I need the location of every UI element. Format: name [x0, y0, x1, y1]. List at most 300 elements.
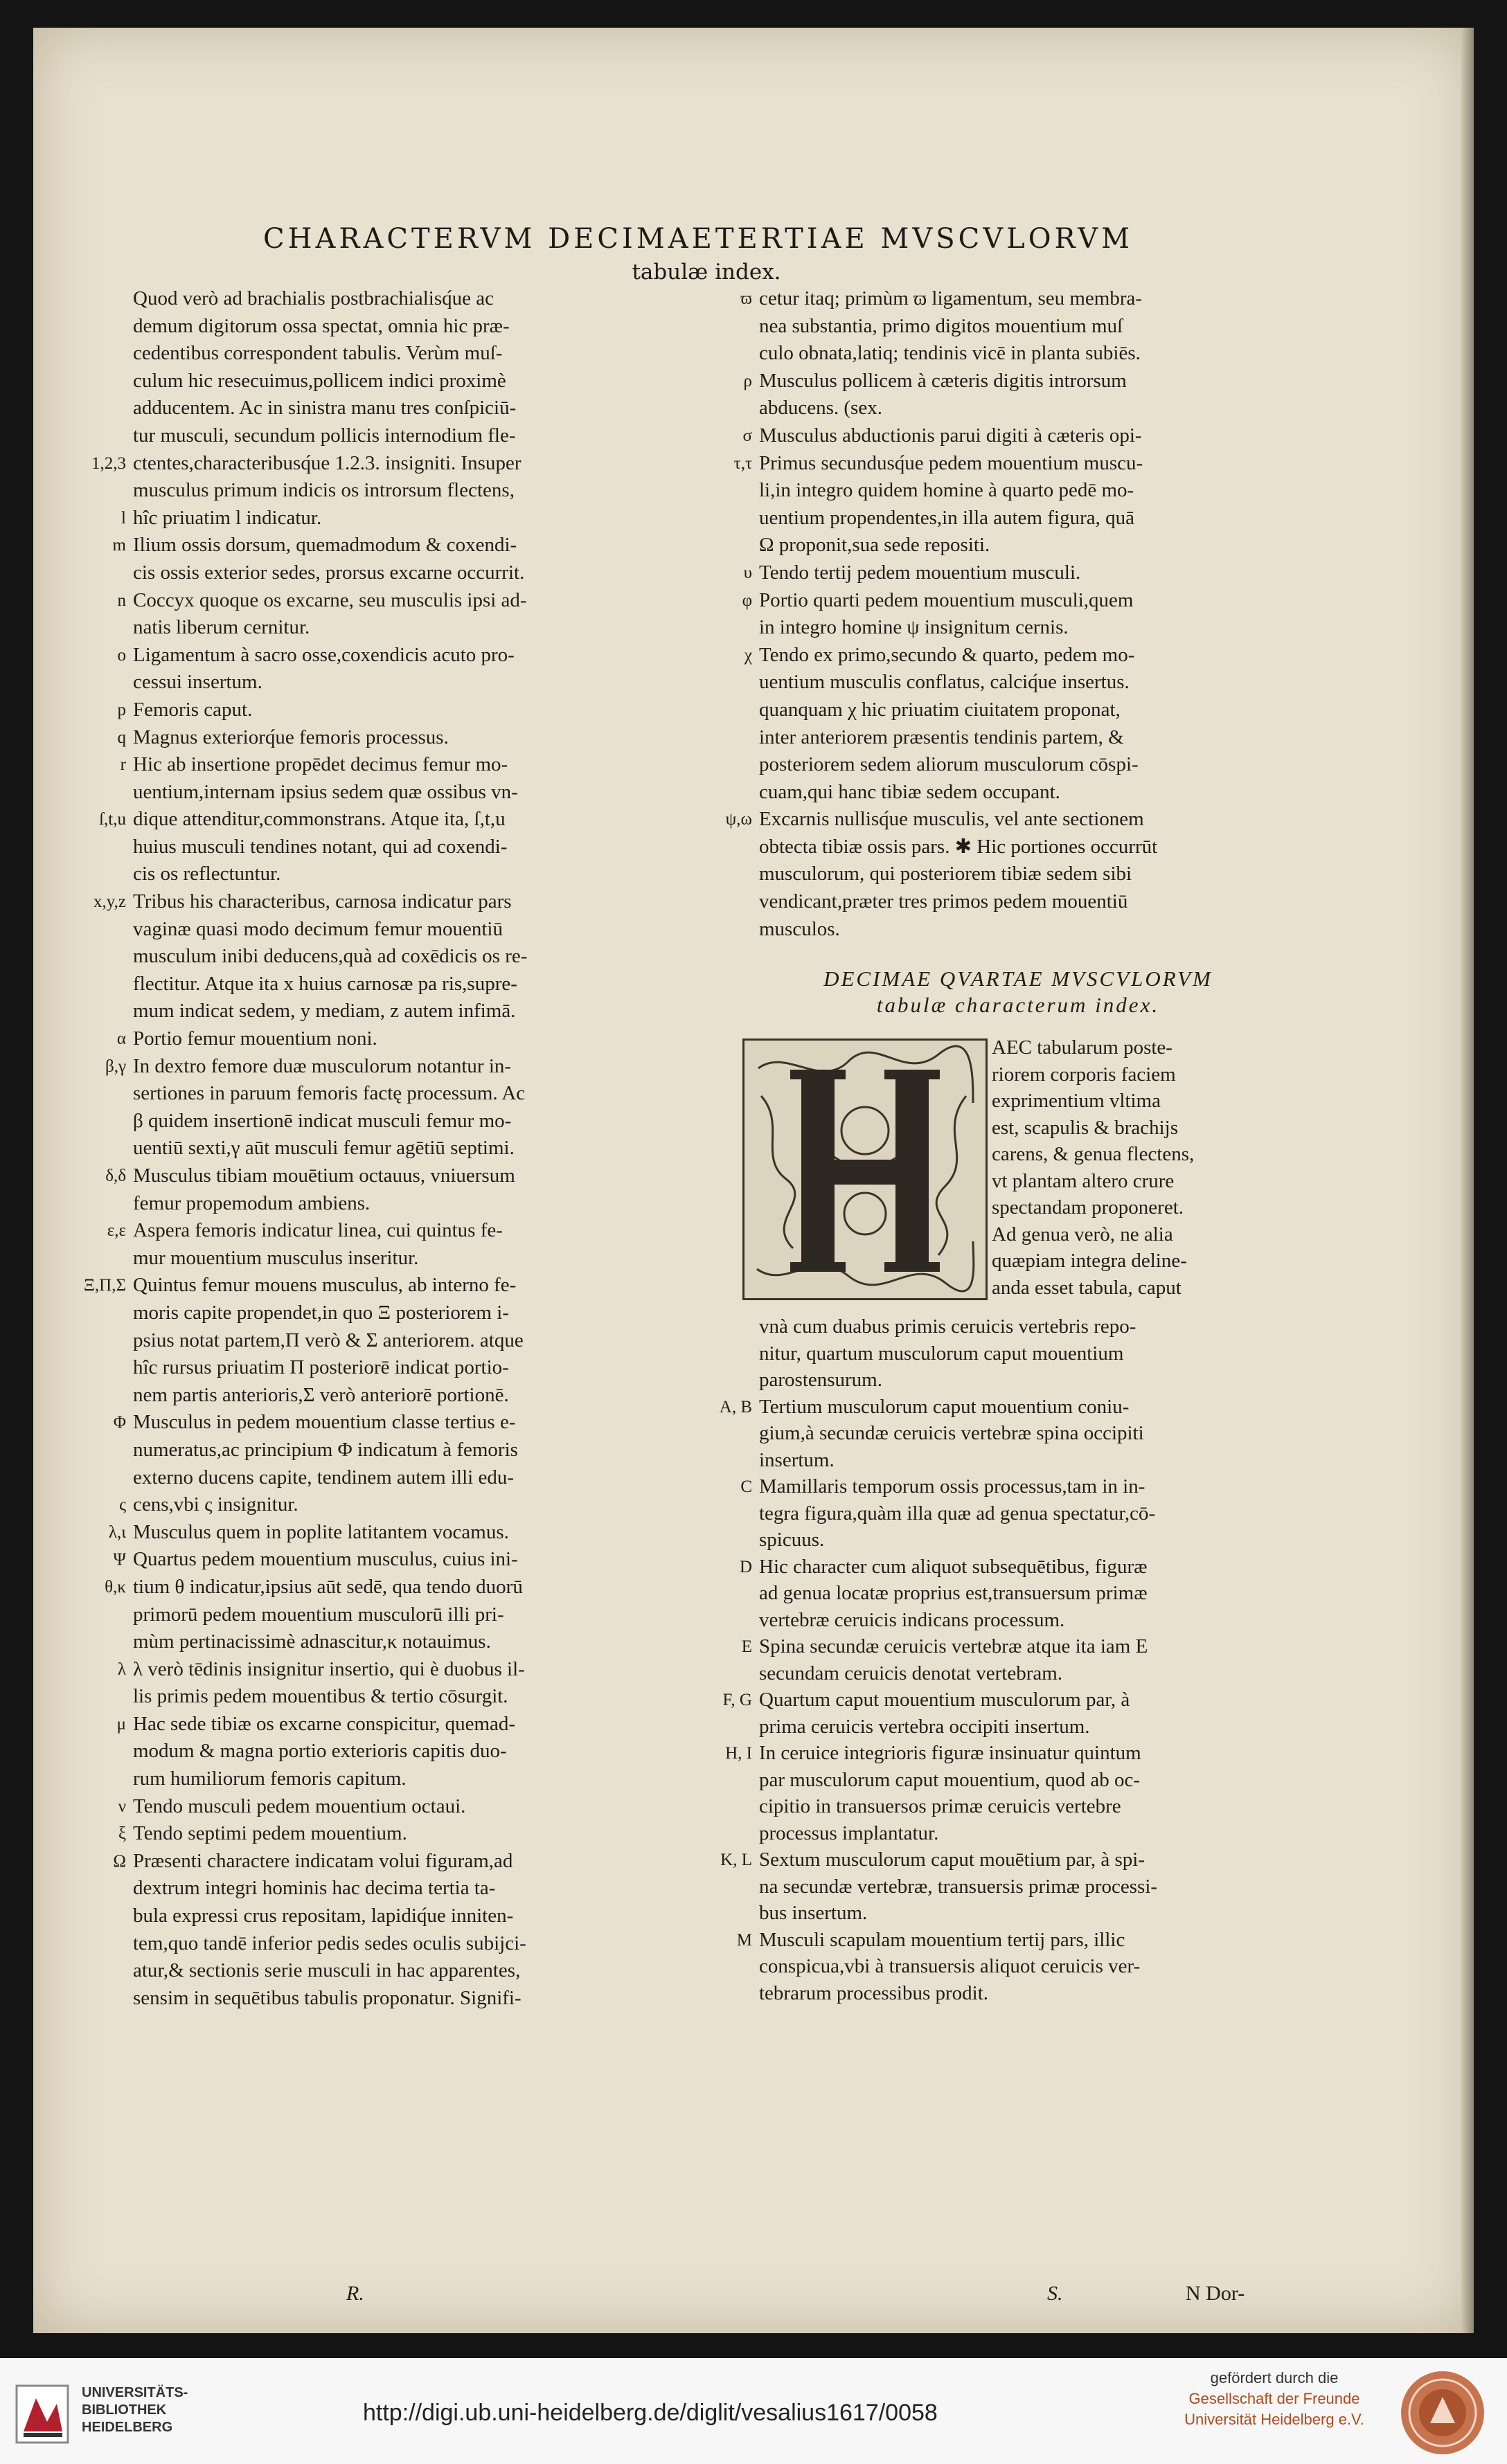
line-marker: β,γ	[105, 1056, 126, 1076]
text-line	[75, 724, 684, 752]
line-marker: ρ	[743, 371, 752, 390]
line-text: musculos.	[759, 917, 840, 940]
text-line	[697, 1580, 1292, 1607]
text-line	[75, 916, 684, 944]
permalink-url[interactable]: http://digi.ub.uni-heidelberg.de/diglit/vesalius1617/0058	[363, 2400, 938, 2426]
line-marker: q	[117, 728, 126, 747]
text-line	[75, 1903, 684, 1930]
line-text: Tendo tertij pedem mouentium musculi.	[759, 561, 1081, 584]
intro-line: AEC tabularum poste-	[992, 1036, 1172, 1059]
text-line	[697, 1793, 1292, 1820]
line-text: insertum.	[759, 1448, 835, 1471]
line-text: vaginæ quasi modo decimum femur mouentiū	[133, 917, 503, 940]
line-text: Hic ab insertione propēdet decimus femur mo-	[133, 753, 508, 776]
line-marker	[697, 779, 759, 807]
line-marker	[697, 477, 759, 505]
text-line	[697, 1767, 1292, 1794]
text-line	[75, 943, 684, 971]
line-marker	[697, 1953, 759, 1980]
line-text: Sextum musculorum caput mouētium par, à spi-	[759, 1849, 1145, 1871]
line-marker	[697, 395, 759, 422]
line-text: Femoris caput.	[133, 698, 253, 721]
university-library-logo-icon	[15, 2383, 69, 2445]
text-line	[75, 1190, 684, 1218]
line-text: uentium propendentes,in illa autem figura, quā	[759, 506, 1134, 529]
line-marker	[697, 1660, 759, 1687]
decorated-initial-image	[744, 1041, 986, 1298]
line-text: cuam,qui hanc tibiæ sedem occupant.	[759, 780, 1060, 803]
text-line	[697, 1447, 1292, 1474]
line-text: cis ossis exterior sedes, prorsus excarne occurrit.	[133, 561, 525, 584]
text-line	[697, 916, 1292, 944]
line-marker: τ,τ	[733, 453, 752, 473]
line-marker: υ	[743, 563, 752, 582]
text-line	[75, 1162, 684, 1190]
line-marker	[75, 313, 133, 341]
line-text: Tendo septimi pedem mouentium.	[133, 1822, 407, 1845]
text-line	[75, 971, 684, 998]
line-marker: ψ,ω	[725, 810, 752, 829]
line-text: tegra figura,quàm illa quæ ad genua spectatur,cō-	[759, 1502, 1156, 1525]
text-line	[697, 285, 1292, 313]
line-text: Musculus quem in poplite latitantem vocamus.	[133, 1520, 509, 1543]
line-marker	[75, 1930, 133, 1958]
line-text: numeratus,ac principium Φ indicatum à femoris	[133, 1438, 518, 1461]
text-line	[697, 642, 1292, 669]
line-text: sensim in sequētibus tabulis proponatur. Signifi-	[133, 1986, 521, 2009]
line-marker	[697, 1607, 759, 1634]
line-text: musculus primum indicis os introrsum flectens,	[133, 479, 515, 502]
text-line	[75, 834, 684, 861]
line-text: culo obnata,latiq; tendinis vicē in planta subiēs.	[759, 342, 1141, 365]
line-marker	[75, 971, 133, 998]
text-line	[75, 888, 684, 916]
text-line	[75, 1245, 684, 1273]
line-text: Musculi scapulam mouentium tertij pars, illic	[759, 1928, 1125, 1951]
text-line	[75, 1108, 684, 1135]
intro-line: carens, & genua flectens,	[992, 1143, 1195, 1165]
text-line	[75, 1300, 684, 1327]
text-line	[75, 422, 684, 450]
line-text: hîc priuatim l indicatur.	[133, 506, 322, 529]
text-line	[75, 450, 684, 478]
line-marker	[75, 1985, 133, 2013]
text-line	[697, 1633, 1292, 1660]
line-marker	[75, 1300, 133, 1327]
text-line	[697, 1900, 1292, 1927]
line-marker	[697, 532, 759, 559]
text-line	[697, 395, 1292, 422]
line-text: Ligamentum à sacro osse,coxendicis acuto pro-	[133, 643, 515, 666]
text-line	[697, 1953, 1292, 1980]
line-marker	[75, 1683, 133, 1711]
viewer-footer	[0, 2358, 1507, 2464]
line-marker	[697, 1500, 759, 1527]
line-text: conspicua,vbi à transuersis aliquot ceruicis ver-	[759, 1955, 1141, 1977]
line-marker	[75, 1464, 133, 1492]
university-line: BIBLIOTHEK	[82, 2402, 167, 2418]
line-text: rum humiliorum femoris capitum.	[133, 1768, 407, 1790]
line-text: spicuus.	[759, 1529, 825, 1551]
text-line	[75, 1053, 684, 1081]
line-text: bus insertum.	[759, 1902, 868, 1924]
text-line	[75, 1437, 684, 1464]
line-text: Portio femur mouentium noni.	[133, 1027, 377, 1050]
line-marker	[75, 614, 133, 642]
line-text: musculum inibi deducens,quà ad coxēdicis os re-	[133, 945, 528, 968]
line-marker	[75, 1957, 133, 1985]
line-text: Aspera femoris indicatur linea, cui quintus fe-	[133, 1219, 503, 1242]
line-marker	[75, 943, 133, 971]
line-text: na secundæ vertebræ, transuersis primæ processi-	[759, 1875, 1158, 1898]
catchword-left: R.	[346, 2282, 364, 2305]
text-line	[75, 1354, 684, 1382]
line-text: Spina secundæ ceruicis vertebræ atque ita iam E	[759, 1635, 1148, 1657]
text-line	[75, 313, 684, 341]
text-line	[697, 1927, 1292, 1954]
text-line	[75, 1491, 684, 1519]
line-text: cedentibus correspondent tabulis. Verùm muſ-	[133, 342, 503, 365]
text-line	[75, 340, 684, 368]
line-marker: A, B	[719, 1397, 752, 1417]
line-text: cipitio in transuersos primæ ceruicis vertebre	[759, 1795, 1121, 1817]
line-text: externo ducens capite, tendinem autem illi edu-	[133, 1466, 514, 1489]
text-line	[75, 1217, 684, 1245]
intro-line: spectandam proponeret.	[992, 1196, 1184, 1218]
intro-line: exprimentium vltima	[992, 1090, 1161, 1112]
line-marker: m	[112, 536, 126, 555]
line-text: Musculus abductionis parui digiti à cæteris opi-	[759, 424, 1142, 447]
line-text: flectitur. Atque ita x huius carnosæ pa ris,supre-	[133, 972, 517, 995]
text-line	[75, 1601, 684, 1629]
left-column	[75, 285, 684, 2012]
line-marker	[75, 1628, 133, 1656]
university-line: UNIVERSITÄTS-	[82, 2385, 188, 2400]
line-text: secundam ceruicis denotat vertebram.	[759, 1662, 1063, 1684]
text-line	[75, 285, 684, 313]
line-text: posteriorem sedem aliorum musculorum cōspi-	[759, 753, 1139, 776]
line-text: Musculus in pedem mouentium classe tertius e-	[133, 1411, 516, 1434]
intro-line: anda esset tabula, caput	[992, 1276, 1181, 1299]
text-line	[697, 1660, 1292, 1687]
line-marker: D	[739, 1557, 752, 1576]
text-line	[697, 477, 1292, 505]
line-text: moris capite propendet,in quo Ξ posteriorem i-	[133, 1301, 509, 1324]
text-line	[75, 1875, 684, 1903]
text-line	[697, 724, 1292, 752]
text-line	[75, 505, 684, 532]
text-line	[697, 313, 1292, 341]
line-marker	[75, 559, 133, 587]
text-line	[697, 1714, 1292, 1741]
line-marker	[75, 1738, 133, 1765]
line-marker: ς	[119, 1495, 126, 1515]
line-text: Hac sede tibiæ os excarne conspicitur, quemad-	[133, 1712, 516, 1735]
section-heading-title: DECIMAE QVARTAE MVSCVLORVM	[823, 966, 1213, 991]
text-line	[697, 1394, 1292, 1421]
text-line	[75, 1546, 684, 1574]
sponsor-name-line[interactable]: Gesellschaft der Freunde	[1188, 2390, 1360, 2407]
line-marker: Ψ	[113, 1550, 126, 1570]
line-text: Præsenti charactere indicatam volui figuram,ad	[133, 1849, 513, 1872]
line-text: femur propemodum ambiens.	[133, 1191, 371, 1214]
line-marker	[697, 888, 759, 916]
line-text: Musculus pollicem à cæteris digitis introrsum	[759, 369, 1127, 392]
text-line	[697, 1740, 1292, 1767]
line-text: vendicant,præter tres primos pedem mouentiū	[759, 890, 1128, 913]
line-marker	[697, 1367, 759, 1394]
line-text: Musculus tibiam mouētium octauus, vniuersum	[133, 1164, 515, 1187]
line-text: Primus secundusq́ue pedem mouentium muscu-	[759, 451, 1143, 474]
section-heading	[748, 966, 1288, 1018]
text-line	[75, 1848, 684, 1876]
text-line	[75, 1930, 684, 1958]
line-text: adducentem. Ac in sinistra manu tres conſpiciū-	[133, 397, 517, 420]
line-marker	[697, 614, 759, 642]
line-text: ctentes,characteribusq́ue 1.2.3. insigniti. Insuper	[133, 451, 521, 474]
line-text: natis liberum cernitur.	[133, 616, 310, 639]
sponsor-block	[1170, 2368, 1378, 2430]
line-text: Tertium musculorum caput mouentium coniu-	[759, 1395, 1130, 1418]
line-marker	[75, 834, 133, 861]
line-text: mur mouentium musculus inseritur.	[133, 1246, 419, 1269]
line-marker: χ	[744, 645, 752, 665]
text-line	[75, 1793, 684, 1821]
line-text: par musculorum caput mouentium, quod ab oc-	[759, 1768, 1141, 1791]
line-marker	[697, 861, 759, 888]
line-text: gium,à secundæ ceruicis vertebræ spina occipiti	[759, 1422, 1144, 1444]
text-line	[697, 532, 1292, 559]
page-title: CHARACTERVM DECIMAETERTIAE MVSCVLORVM	[263, 223, 1134, 255]
line-marker: φ	[742, 591, 752, 610]
text-line	[75, 395, 684, 422]
line-text: cis os reflectuntur.	[133, 863, 281, 885]
text-line	[697, 806, 1292, 834]
line-marker	[75, 861, 133, 888]
line-text: Excarnis nullisq́ue musculis, vel ante sectionem	[759, 808, 1144, 831]
line-marker	[75, 1108, 133, 1135]
line-text: atur,& sectionis serie musculi in hac apparentes,	[133, 1959, 521, 1982]
line-text: tem,quo tandē inferior pedis sedes oculis subijci-	[133, 1932, 526, 1954]
line-text: parostensurum.	[759, 1369, 882, 1391]
text-line	[75, 559, 684, 587]
line-text: bula expressi crus repositam, lapidiq́ue inniten-	[133, 1905, 514, 1927]
text-line	[75, 779, 684, 807]
line-marker: l	[121, 508, 126, 528]
line-marker	[697, 834, 759, 861]
signature-mark: S.	[1047, 2282, 1063, 2305]
line-text: Magnus exteriorq́ue femoris processus.	[133, 726, 449, 748]
line-marker	[697, 340, 759, 368]
society-seal-icon	[1399, 2369, 1486, 2456]
text-line	[697, 1607, 1292, 1634]
text-line	[75, 532, 684, 559]
line-text: β quidem insertionē indicat musculi femur mo-	[133, 1109, 512, 1132]
text-line	[697, 861, 1292, 888]
line-text: dextrum integri hominis hac decima tertia ta-	[133, 1877, 496, 1900]
text-line	[75, 1574, 684, 1601]
text-line	[75, 477, 684, 505]
text-line	[697, 1820, 1292, 1847]
text-line	[75, 1080, 684, 1108]
line-marker	[697, 1900, 759, 1927]
line-marker	[697, 1980, 759, 2007]
page-edge	[1461, 28, 1474, 2333]
line-marker	[697, 1447, 759, 1474]
line-text: Ilium ossis dorsum, quemadmodum & coxendi-	[133, 534, 517, 557]
text-line	[697, 1473, 1292, 1500]
text-line	[75, 1272, 684, 1300]
line-marker: 1,2,3	[91, 453, 126, 473]
line-text: uentium,internam ipsius sedem quæ ossibus vn-	[133, 780, 518, 803]
line-text: vnà cum duabus primis ceruicis vertebris repo-	[759, 1315, 1136, 1338]
line-marker	[697, 1580, 759, 1607]
line-marker	[697, 696, 759, 724]
line-text: Quod verò ad brachialis postbrachialisq́ue ac	[133, 287, 494, 309]
text-line	[75, 669, 684, 696]
line-marker	[75, 1601, 133, 1629]
text-line	[75, 1327, 684, 1355]
line-marker	[75, 340, 133, 368]
line-text: li,in integro quidem homine à quarto pedē mo-	[759, 479, 1134, 502]
page-subtitle: tabulæ index.	[632, 260, 781, 285]
text-line	[697, 614, 1292, 642]
line-marker	[75, 1765, 133, 1793]
line-text: dique attenditur,commonstrans. Atque ita, ſ,t,u	[133, 808, 506, 831]
line-marker	[697, 669, 759, 696]
line-marker: o	[117, 645, 126, 665]
text-line	[75, 1464, 684, 1492]
line-text: cessui insertum.	[133, 671, 262, 694]
line-marker: M	[736, 1930, 752, 1950]
line-marker: ſ,t,u	[99, 810, 126, 829]
line-marker: ε,ε	[107, 1221, 126, 1241]
line-text: mùm pertinacissimè adnascitur,κ notauimus.	[133, 1630, 491, 1653]
text-line	[697, 422, 1292, 450]
text-line	[697, 1873, 1292, 1900]
text-line	[75, 1519, 684, 1547]
line-text: cetur itaq; primùm ϖ ligamentum, seu membra-	[759, 287, 1143, 309]
line-marker	[75, 1080, 133, 1108]
sponsor-label: gefördert durch die	[1210, 2369, 1339, 2386]
line-marker: E	[741, 1637, 752, 1656]
section-heading-subtitle: tabulæ characterum index.	[876, 993, 1160, 1017]
text-line	[75, 1135, 684, 1162]
line-text: mum indicat sedem, y mediam, z autem infimā.	[133, 1000, 516, 1023]
line-text: Tendo ex primo,secundo & quarto, pedem mo-	[759, 643, 1135, 666]
text-line	[697, 450, 1292, 478]
line-text: tebrarum processibus prodit.	[759, 1981, 989, 2004]
line-marker	[697, 1714, 759, 1741]
line-text: uentium musculis conflatus, calciq́ue insertus.	[759, 671, 1130, 694]
line-text: demum digitorum ossa spectat, omnia hic præ-	[133, 314, 510, 337]
text-line	[75, 1628, 684, 1656]
text-line	[75, 1409, 684, 1437]
line-text: huius musculi tendines notant, qui ad coxendi-	[133, 835, 508, 858]
text-line	[75, 861, 684, 888]
university-name	[82, 2384, 188, 2436]
text-line	[75, 1656, 684, 1684]
line-marker: λ	[117, 1660, 126, 1679]
line-marker: x,y,z	[93, 892, 126, 912]
text-line	[75, 1820, 684, 1848]
line-marker: K, L	[720, 1851, 752, 1869]
line-marker: Ξ,Π,Σ	[83, 1276, 126, 1295]
line-text: prima ceruicis vertebra occipiti insertum.	[759, 1715, 1090, 1738]
line-text: Quartum caput mouentium musculorum par, à	[759, 1689, 1130, 1711]
line-marker	[697, 1820, 759, 1847]
line-text: psius notat partem,Π verò & Σ anteriorem. atque	[133, 1329, 524, 1351]
line-text: nitur, quartum musculorum caput mouentium	[759, 1342, 1124, 1365]
text-line	[697, 1500, 1292, 1527]
text-line	[75, 1738, 684, 1765]
text-line	[75, 751, 684, 779]
line-text: Portio quarti pedem mouentium musculi,quem	[759, 588, 1134, 611]
line-marker	[75, 1354, 133, 1382]
line-marker	[697, 1313, 759, 1340]
sponsor-name-line[interactable]: Universität Heidelberg e.V.	[1184, 2411, 1364, 2428]
line-text: nea substantia, primo digitos mouentium muſ	[759, 314, 1123, 337]
line-text: Ω proponit,sua sede repositi.	[759, 534, 990, 557]
intro-line: est, scapulis & brachijs	[992, 1116, 1179, 1139]
line-marker	[75, 1190, 133, 1218]
line-text: ad genua locatæ proprius est,transuersum primæ	[759, 1582, 1148, 1604]
university-line: HEIDELBERG	[82, 2420, 173, 2435]
text-line	[697, 1554, 1292, 1581]
line-marker: σ	[742, 426, 752, 445]
line-marker: ξ	[118, 1824, 126, 1844]
text-line	[75, 1711, 684, 1738]
line-marker: H, I	[725, 1744, 752, 1763]
line-text: primorū pedem mouentium musculorū illi pri-	[133, 1603, 504, 1626]
line-marker	[697, 724, 759, 752]
line-text: lis primis pedem mouentibus & tertio cōsurgit.	[133, 1685, 508, 1708]
text-line	[697, 779, 1292, 807]
line-marker: r	[120, 755, 126, 775]
line-marker: p	[117, 700, 126, 719]
line-marker	[697, 1420, 759, 1447]
line-marker: λ,ι	[108, 1522, 126, 1542]
text-line	[75, 696, 684, 724]
text-line	[697, 1527, 1292, 1554]
line-text: obtecta tibiæ ossis pars. ✱ Hic portiones occurrūt	[759, 835, 1158, 858]
line-text: In dextro femore duæ musculorum notantur in-	[133, 1054, 512, 1077]
line-marker	[697, 1793, 759, 1820]
text-line	[697, 1420, 1292, 1447]
line-marker	[697, 1340, 759, 1367]
text-line	[697, 888, 1292, 916]
line-text: musculorum, qui posteriorem tibiæ sedem sibi	[759, 863, 1132, 885]
line-marker	[75, 1135, 133, 1162]
text-line	[697, 1687, 1292, 1714]
text-line	[75, 1957, 684, 1985]
text-line	[75, 614, 684, 642]
line-text: λ verò tēdinis insignitur insertio, qui è duobus il-	[133, 1657, 525, 1680]
line-marker: θ,κ	[105, 1577, 126, 1597]
text-line	[75, 1025, 684, 1053]
decorated-initial	[742, 1038, 988, 1300]
line-marker	[75, 779, 133, 807]
line-text: tium θ indicatur,ipsius aūt sedē, qua tendo duorū	[133, 1575, 523, 1598]
text-line	[75, 998, 684, 1025]
text-line	[697, 587, 1292, 615]
line-marker	[75, 1875, 133, 1903]
line-marker	[75, 285, 133, 313]
right-column-bottom	[697, 1313, 1292, 2006]
line-marker	[697, 1873, 759, 1900]
intro-line: riorem corporis faciem	[992, 1063, 1176, 1086]
line-marker	[697, 313, 759, 341]
